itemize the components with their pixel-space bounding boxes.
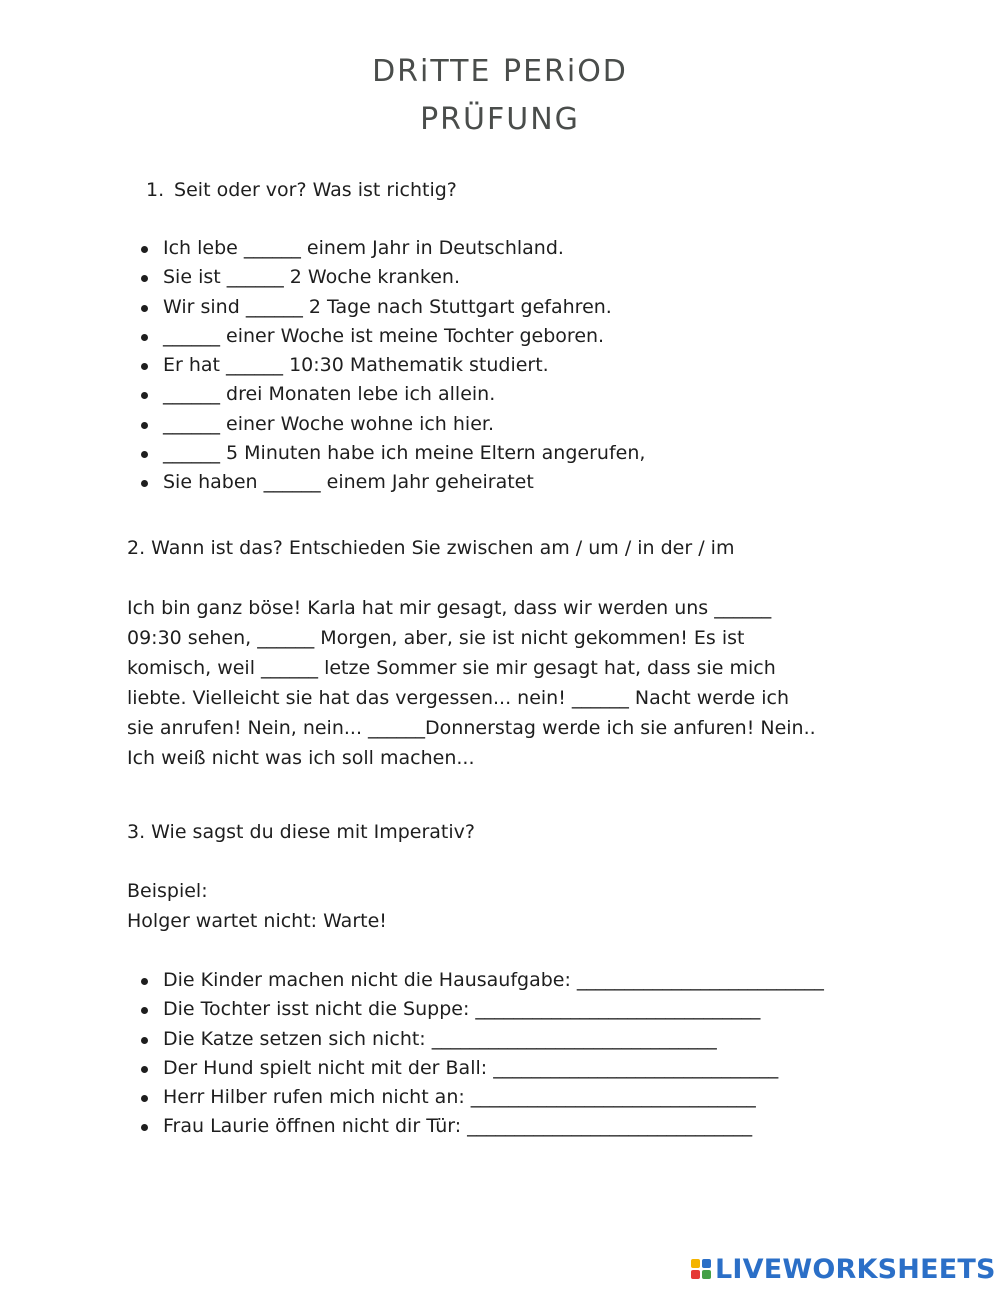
- logo-square-red: [691, 1270, 700, 1279]
- title-line-2: PRÜFUNG: [420, 102, 580, 137]
- question-2-paragraph: [127, 593, 887, 773]
- list-item: Herr Hilber rufen mich nicht an: ______________________________: [0, 1083, 824, 1112]
- logo-text: LIVEWORKSHEETS: [715, 1253, 996, 1285]
- question-3-list: [0, 966, 824, 1142]
- list-item: Der Hund spielt nicht mit der Ball: ______________________________: [0, 1054, 824, 1083]
- question-1-text: Seit oder vor? Was ist richtig?: [174, 179, 457, 201]
- example-label: Beispiel:: [127, 880, 208, 902]
- title-line-1: DRiTTE PERiOD: [372, 54, 628, 89]
- list-item: ______ 5 Minuten habe ich meine Eltern angerufen,: [0, 439, 645, 468]
- list-item: Ich lebe ______ einem Jahr in Deutschland.: [0, 234, 645, 263]
- list-item: ______ einer Woche ist meine Tochter geboren.: [0, 322, 645, 351]
- logo-square-blue: [702, 1259, 711, 1268]
- list-item: Er hat ______ 10:30 Mathematik studiert.: [0, 351, 645, 380]
- list-item: Die Kinder machen nicht die Hausaufgabe: __________________________: [0, 966, 824, 995]
- paragraph-line: Ich bin ganz böse! Karla hat mir gesagt, dass wir werden uns ______: [127, 597, 772, 619]
- paragraph-line: 09:30 sehen, ______ Morgen, aber, sie ist nicht gekommen! Es ist: [127, 627, 745, 649]
- logo-square-yellow: [691, 1259, 700, 1268]
- paragraph-line: liebte. Vielleicht sie hat das vergessen... nein! ______ Nacht werde ich: [127, 687, 789, 709]
- list-item: Frau Laurie öffnen nicht dir Tür: ______________________________: [0, 1112, 824, 1141]
- list-item: ______ drei Monaten lebe ich allein.: [0, 380, 645, 409]
- question-1-list: [0, 234, 645, 498]
- list-item: Sie ist ______ 2 Woche kranken.: [0, 263, 645, 292]
- question-1-heading: [146, 176, 457, 206]
- list-item: Die Katze setzen sich nicht: ______________________________: [0, 1025, 824, 1054]
- example-text: Holger wartet nicht: Warte!: [127, 910, 387, 932]
- liveworksheets-logo[interactable]: [691, 1252, 996, 1286]
- paragraph-line: komisch, weil ______ letze Sommer sie mir gesagt hat, dass sie mich: [127, 657, 776, 679]
- question-3-heading: 3. Wie sagst du diese mit Imperativ?: [127, 821, 475, 843]
- question-1-number: 1.: [146, 179, 165, 201]
- paragraph-line: sie anrufen! Nein, nein... ______Donnerstag werde ich sie anfuren! Nein..: [127, 717, 816, 739]
- paragraph-line: Ich weiß nicht was ich soll machen...: [127, 747, 475, 769]
- list-item: Wir sind ______ 2 Tage nach Stuttgart gefahren.: [0, 293, 645, 322]
- list-item: ______ einer Woche wohne ich hier.: [0, 410, 645, 439]
- logo-squares-icon: [691, 1259, 711, 1279]
- question-2-heading: 2. Wann ist das? Entschieden Sie zwischen am / um / in der / im: [127, 537, 735, 559]
- list-item: Die Tochter isst nicht die Suppe: ______________________________: [0, 995, 824, 1024]
- list-item: Sie haben ______ einem Jahr geheiratet: [0, 468, 645, 497]
- logo-square-green: [702, 1270, 711, 1279]
